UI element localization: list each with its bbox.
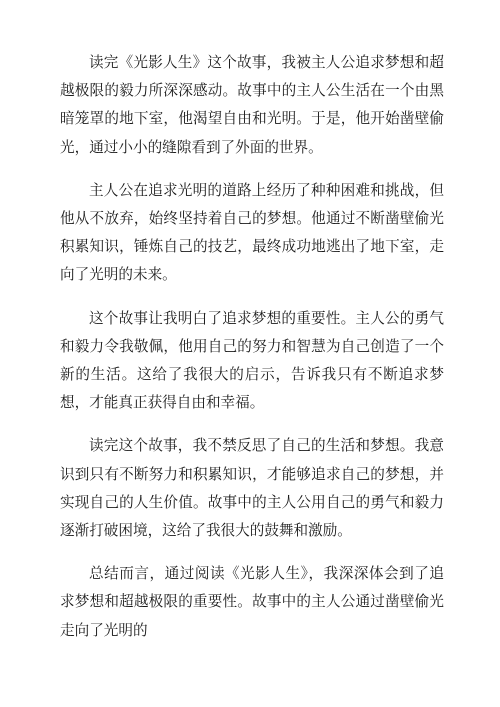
paragraph-3: 这个故事让我明白了追求梦想的重要性。主人公的勇气和毅力令我敬佩，他用自己的努力和智慧为自己创造了一个新的生活。这给了我很大的启示，告诉我只有不断追求梦想，才能真正获得自由和幸福。 [60,309,444,412]
paragraph-4: 读完这个故事，我不禁反思了自己的生活和梦想。我意识到只有不断努力和积累知识，才能够追求自己的梦想，并实现自己的人生价值。故事中的主人公用自己的勇气和毅力逐渐打破困境，这给了我很大的鼓舞和激励。 [60,437,444,540]
paragraph-1: 读完《光影人生》这个故事，我被主人公追求梦想和超越极限的毅力所深深感动。故事中的主人公生活在一个由黑暗笼罩的地下室，他渴望自由和光明。于是，他开始凿壁偷光，通过小小的缝隙看到了外面的世界。 [60,54,444,156]
document-body [60,49,444,645]
paragraph-5: 总结而言，通过阅读《光影人生》，我深深体会到了追求梦想和超越极限的重要性。故事中的主人公通过凿壁偷光走向了光明的 [60,565,444,639]
paragraph-2: 主人公在追求光明的道路上经历了种种困难和挑战，但他从不放弃，始终坚持着自己的梦想。他通过不断凿壁偷光积累知识，锤炼自己的技艺，最终成功地逃出了地下室，走向了光明的未来。 [60,181,444,284]
